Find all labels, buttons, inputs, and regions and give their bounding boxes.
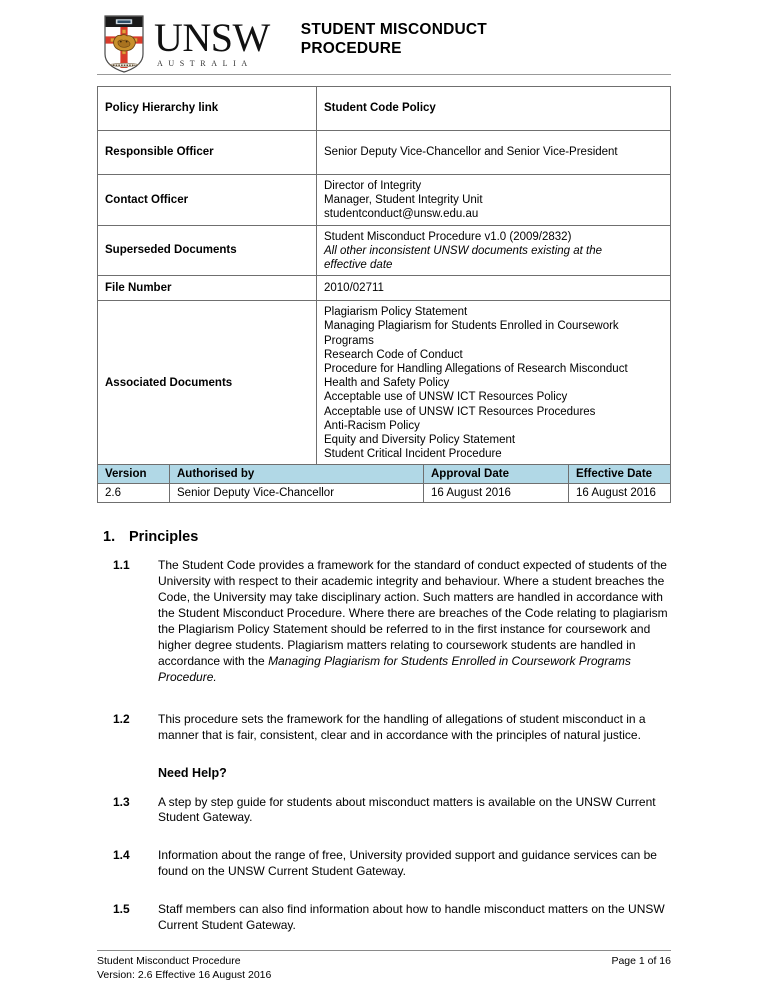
metadata-value: Student Code Policy [317, 87, 671, 131]
unsw-logo [97, 14, 270, 74]
metadata-rows [98, 87, 671, 465]
metadata-label: Responsible Officer [98, 131, 317, 175]
version-history-table [97, 464, 671, 503]
metadata-value-line: Plagiarism Policy Statement [324, 306, 468, 319]
clause-number: 1.4 [113, 848, 130, 863]
clause-text: This procedure sets the framework for the handling of allegations of student misconduct in a manner that is fair, consistent, clear and in accordance with the principles of natural justice. [158, 711, 646, 742]
metadata-value-line: studentconduct@unsw.edu.au [324, 208, 479, 221]
metadata-value-line: Health and Safety Policy [324, 377, 450, 390]
clause [97, 795, 671, 827]
table-row [98, 175, 671, 226]
metadata-value-line: All other inconsistent UNSW documents existing at the [324, 244, 603, 257]
version-cell: 16 August 2016 [569, 484, 671, 503]
table-row [98, 225, 671, 276]
clause [97, 902, 671, 934]
metadata-value-line: Acceptable use of UNSW ICT Resources Policy [324, 391, 568, 404]
version-table-head [98, 465, 671, 484]
clause-number: 1.1 [113, 558, 130, 573]
header-divider [97, 74, 671, 75]
version-row [98, 484, 671, 503]
metadata-label: File Number [98, 276, 317, 301]
sub-heading: Need Help? [158, 765, 227, 780]
footer-page-number: Page 1 of 16 [611, 955, 671, 967]
clause [97, 848, 671, 880]
wordmark-subtext: AUSTRALIA [157, 59, 253, 68]
table-row [98, 87, 671, 131]
document-metadata-table [97, 86, 671, 465]
clause-text: Staff members can also find information about how to handle misconduct matters on the UNSW Current Student Gateway. [158, 902, 665, 933]
version-cell: Senior Deputy Vice-Chancellor [170, 484, 424, 503]
metadata-value-line: effective date [324, 259, 393, 272]
table-row [98, 131, 671, 175]
unsw-crest-icon [103, 14, 145, 74]
section-number: 1. [103, 529, 116, 546]
metadata-value-line: Programs [324, 334, 374, 347]
document-body [97, 529, 671, 934]
unsw-wordmark [154, 14, 270, 68]
document-header [97, 0, 671, 70]
metadata-value-line: Equity and Diversity Policy Statement [324, 434, 516, 447]
version-header-row [98, 465, 671, 484]
table-row [98, 301, 671, 465]
version-cell: 16 August 2016 [424, 484, 569, 503]
clause-number: 1.2 [113, 711, 130, 726]
metadata-value-line: Student Critical Incident Procedure [324, 448, 502, 461]
version-column-header: Effective Date [569, 465, 671, 484]
metadata-label: Policy Hierarchy link [98, 87, 317, 131]
section-title: Principles [129, 529, 199, 546]
clause-number: 1.3 [113, 794, 130, 809]
footer-left [97, 955, 271, 982]
metadata-value-line: Anti-Racism Policy [324, 419, 420, 432]
metadata-label: Superseded Documents [98, 225, 317, 276]
metadata-value: 2010/02711 [317, 276, 671, 301]
clause-text: A step by step guide for students about misconduct matters is available on the UNSW Current Student Gateway. [158, 794, 656, 825]
version-column-header: Version [98, 465, 170, 484]
footer-version: Version: 2.6 Effective 16 August 2016 [97, 968, 272, 981]
metadata-value-line: Managing Plagiarism for Students Enrolled in Coursework [324, 320, 619, 333]
metadata-value [317, 301, 671, 465]
metadata-value: Senior Deputy Vice-Chancellor and Senior Vice-President [317, 131, 671, 175]
metadata-value [317, 175, 671, 226]
metadata-value-line: Student Misconduct Procedure v1.0 (2009/2832) [324, 230, 572, 243]
document-footer [97, 950, 671, 982]
wordmark-text: UNSW [154, 15, 270, 60]
clause [97, 558, 671, 685]
clause-text: Information about the range of free, University provided support and guidance services can be found on the UNSW Current Student Gateway. [158, 848, 657, 879]
metadata-value-line: Acceptable use of UNSW ICT Resources Procedures [324, 405, 596, 418]
clause [97, 712, 671, 744]
version-column-header: Approval Date [424, 465, 569, 484]
metadata-value [317, 225, 671, 276]
version-table-body [98, 484, 671, 503]
metadata-label: Contact Officer [98, 175, 317, 226]
metadata-label: Associated Documents [98, 301, 317, 465]
metadata-value-line: Research Code of Conduct [324, 348, 463, 361]
version-column-header: Authorised by [170, 465, 424, 484]
clause-number: 1.5 [113, 902, 130, 917]
clause-text: The Student Code provides a framework for the standard of conduct expected of students of the University with respect to their academic integrity and behaviour. Where a student breaches the Code, the University may take disciplinary action. Such matters are handled in accordance with the Student Misconduct Procedure. Where there are breaches of the Code relating to plagiarism the Plagiarism Policy Statement should be referred to in the first instance for coursework and higher degree students. Plagiarism matters relating to coursework students are handled in accordance with the Managing Plagiarism for Students Enrolled in Coursework Programs Procedure. [158, 558, 668, 684]
section-heading [97, 529, 671, 545]
metadata-value-line: Manager, Student Integrity Unit [324, 194, 483, 207]
footer-doc-name: Student Misconduct Procedure [97, 955, 241, 967]
page-title: STUDENT MISCONDUCT PROCEDURE [300, 21, 487, 57]
clause-text-italic: Managing Plagiarism for Students Enrolled in Coursework Programs Procedure. [158, 653, 631, 684]
metadata-value-line: Director of Integrity [324, 180, 422, 192]
metadata-value-line: Procedure for Handling Allegations of Research Misconduct [324, 363, 628, 376]
version-cell: 2.6 [98, 484, 170, 503]
table-row [98, 276, 671, 301]
